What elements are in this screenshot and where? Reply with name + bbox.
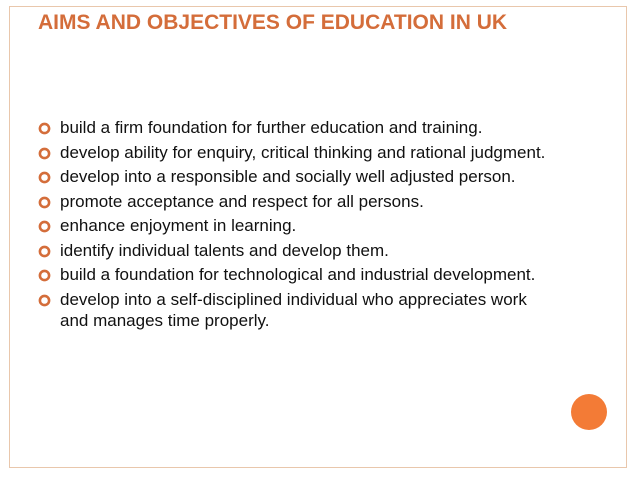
ring-bullet-icon [38, 220, 51, 233]
list-item [38, 117, 558, 139]
ring-bullet-icon [38, 196, 51, 209]
list-item [38, 215, 558, 237]
ring-bullet-icon [38, 269, 51, 282]
bullet-text: enhance enjoyment in learning. [60, 216, 297, 235]
list-item [38, 142, 558, 164]
ring-bullet-icon [38, 171, 51, 184]
bullet-text: promote acceptance and respect for all persons. [60, 191, 424, 211]
list-item [38, 264, 558, 286]
bullet-text: develop into a self-disciplined individual who appreciates work and manages time properly. [60, 289, 527, 330]
bullet-text: develop into a responsible and socially well adjusted person. [60, 167, 516, 186]
ring-bullet-icon [38, 122, 51, 135]
bullet-text: build a foundation for technological and industrial development. [60, 265, 536, 284]
list-item [38, 240, 558, 262]
ring-bullet-icon [38, 245, 51, 258]
list-item [38, 166, 558, 188]
ring-bullet-icon [38, 294, 51, 307]
slide-title: AIMS AND OBJECTIVES OF EDUCATION IN UK [38, 11, 508, 34]
list-item [38, 191, 558, 213]
filled-circle-icon [571, 394, 607, 430]
bullet-text: build a firm foundation for further education and training. [60, 118, 483, 137]
bullet-text: identify individual talents and develop them. [60, 240, 389, 260]
bullet-list [38, 117, 558, 335]
list-item [38, 289, 558, 332]
ring-bullet-icon [38, 147, 51, 160]
bullet-text: develop ability for enquiry, critical thinking and rational judgment. [60, 142, 546, 162]
